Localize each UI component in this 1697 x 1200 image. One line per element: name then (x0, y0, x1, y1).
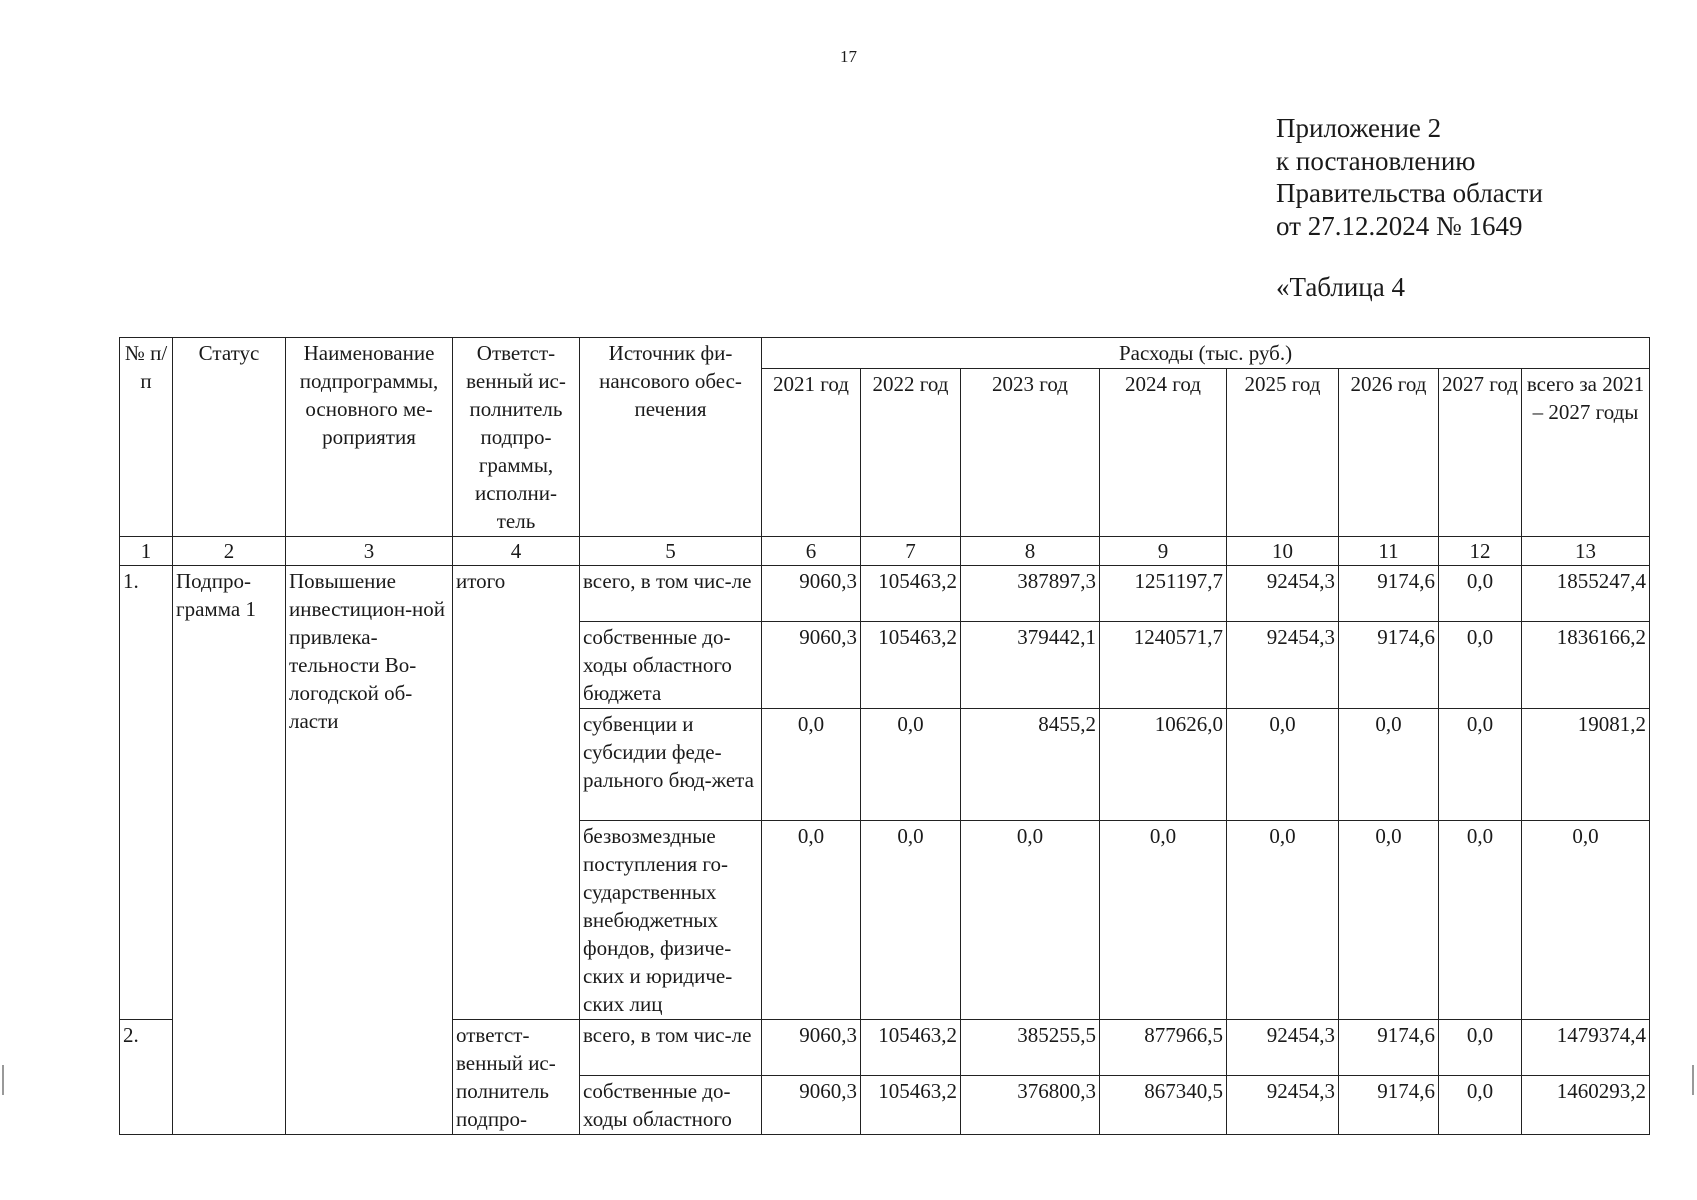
value-cell: 9060,3 (762, 566, 861, 622)
value-cell: 0,0 (1439, 566, 1522, 622)
annex-header (1276, 112, 1543, 242)
row-num: 2. (120, 1020, 173, 1135)
page-number: 17 (840, 47, 857, 66)
row-source: безвозмездные поступления го-сударственных внебюджетных фондов, физиче-ских и юридиче-ских лиц (580, 821, 762, 1020)
column-number: 6 (762, 537, 861, 566)
value-cell: 0,0 (762, 821, 861, 1020)
header-year-2021: 2021 год (762, 369, 861, 537)
header-total: всего за 2021 – 2027 годы (1522, 369, 1650, 537)
scan-mark (2, 1065, 4, 1095)
value-cell: 9174,6 (1339, 1076, 1439, 1135)
row-status: Подпро-грамма 1 (173, 566, 286, 1135)
value-cell: 1460293,2 (1522, 1076, 1650, 1135)
value-cell: 0,0 (1227, 821, 1339, 1020)
value-cell: 9060,3 (762, 1020, 861, 1076)
annex-line-4: от 27.12.2024 № 1649 (1276, 210, 1523, 241)
value-cell: 0,0 (1339, 821, 1439, 1020)
value-cell: 1855247,4 (1522, 566, 1650, 622)
value-cell: 8455,2 (961, 709, 1100, 821)
value-cell: 379442,1 (961, 622, 1100, 709)
row-source: всего, в том чис-ле (580, 1020, 762, 1076)
expenses-table (119, 337, 1650, 1135)
row-source: субвенции и субсидии феде-рального бюд-жета (580, 709, 762, 821)
value-cell: 376800,3 (961, 1076, 1100, 1135)
row-executor: итого (453, 566, 580, 1020)
value-cell: 0,0 (861, 709, 961, 821)
value-cell: 0,0 (1439, 622, 1522, 709)
value-cell: 105463,2 (861, 566, 961, 622)
row-source: всего, в том чис-ле (580, 566, 762, 622)
column-number: 4 (453, 537, 580, 566)
value-cell: 0,0 (1522, 821, 1650, 1020)
value-cell: 0,0 (961, 821, 1100, 1020)
header-executor: Ответст-венный ис-полнитель подпро-граммы, исполни-тель (453, 338, 580, 537)
header-year-2024: 2024 год (1100, 369, 1227, 537)
value-cell: 0,0 (861, 821, 961, 1020)
column-number: 10 (1227, 537, 1339, 566)
header-year-2023: 2023 год (961, 369, 1100, 537)
row-executor: ответст-венный ис-полнитель подпро- (453, 1020, 580, 1135)
value-cell: 105463,2 (861, 1076, 961, 1135)
row-source: собственные до-ходы областного бюджета (580, 622, 762, 709)
value-cell: 9060,3 (762, 1076, 861, 1135)
value-cell: 1836166,2 (1522, 622, 1650, 709)
value-cell: 105463,2 (861, 1020, 961, 1076)
scan-mark (1692, 1065, 1694, 1095)
value-cell: 105463,2 (861, 622, 961, 709)
row-source: собственные до-ходы областного (580, 1076, 762, 1135)
annex-line-3: Правительства области (1276, 178, 1543, 208)
value-cell: 9060,3 (762, 622, 861, 709)
value-cell: 867340,5 (1100, 1076, 1227, 1135)
header-year-2022: 2022 год (861, 369, 961, 537)
column-number: 8 (961, 537, 1100, 566)
header-row (120, 338, 1650, 369)
value-cell: 92454,3 (1227, 622, 1339, 709)
header-year-2027: 2027 год (1439, 369, 1522, 537)
header-status: Статус (173, 338, 286, 537)
row-name: Повышение инвестицион-ной привлека-тельности Во-логодской об-ласти (286, 566, 453, 1135)
header-num: № п/п (120, 338, 173, 537)
column-numbers-row (120, 537, 1650, 566)
column-number: 12 (1439, 537, 1522, 566)
value-cell: 0,0 (762, 709, 861, 821)
value-cell: 0,0 (1439, 1076, 1522, 1135)
value-cell: 1240571,7 (1100, 622, 1227, 709)
value-cell: 0,0 (1339, 709, 1439, 821)
column-number: 9 (1100, 537, 1227, 566)
column-number: 3 (286, 537, 453, 566)
value-cell: 10626,0 (1100, 709, 1227, 821)
annex-line-2: к постановлению (1276, 145, 1476, 176)
column-number: 7 (861, 537, 961, 566)
value-cell: 0,0 (1439, 1020, 1522, 1076)
value-cell: 19081,2 (1522, 709, 1650, 821)
value-cell: 9174,6 (1339, 1020, 1439, 1076)
header-year-2026: 2026 год (1339, 369, 1439, 537)
column-number: 1 (120, 537, 173, 566)
value-cell: 9174,6 (1339, 566, 1439, 622)
value-cell: 1479374,4 (1522, 1020, 1650, 1076)
value-cell: 385255,5 (961, 1020, 1100, 1076)
value-cell: 1251197,7 (1100, 566, 1227, 622)
value-cell: 387897,3 (961, 566, 1100, 622)
column-number: 5 (580, 537, 762, 566)
value-cell: 92454,3 (1227, 1076, 1339, 1135)
value-cell: 0,0 (1100, 821, 1227, 1020)
value-cell: 877966,5 (1100, 1020, 1227, 1076)
column-number: 11 (1339, 537, 1439, 566)
header-year-2025: 2025 год (1227, 369, 1339, 537)
value-cell: 92454,3 (1227, 566, 1339, 622)
value-cell: 92454,3 (1227, 1020, 1339, 1076)
value-cell: 9174,6 (1339, 622, 1439, 709)
annex-line-1: Приложение 2 (1276, 113, 1442, 143)
header-expenses: Расходы (тыс. руб.) (762, 338, 1650, 369)
table-title: «Таблица 4 (1276, 272, 1405, 302)
header-name: Наименование подпрограммы, основного ме-роприятия (286, 338, 453, 537)
value-cell: 0,0 (1227, 709, 1339, 821)
table-row (120, 566, 1650, 622)
row-num: 1. (120, 566, 173, 1020)
column-number: 13 (1522, 537, 1650, 566)
value-cell: 0,0 (1439, 709, 1522, 821)
column-number: 2 (173, 537, 286, 566)
value-cell: 0,0 (1439, 821, 1522, 1020)
header-source: Источник фи-нансового обес-печения (580, 338, 762, 537)
